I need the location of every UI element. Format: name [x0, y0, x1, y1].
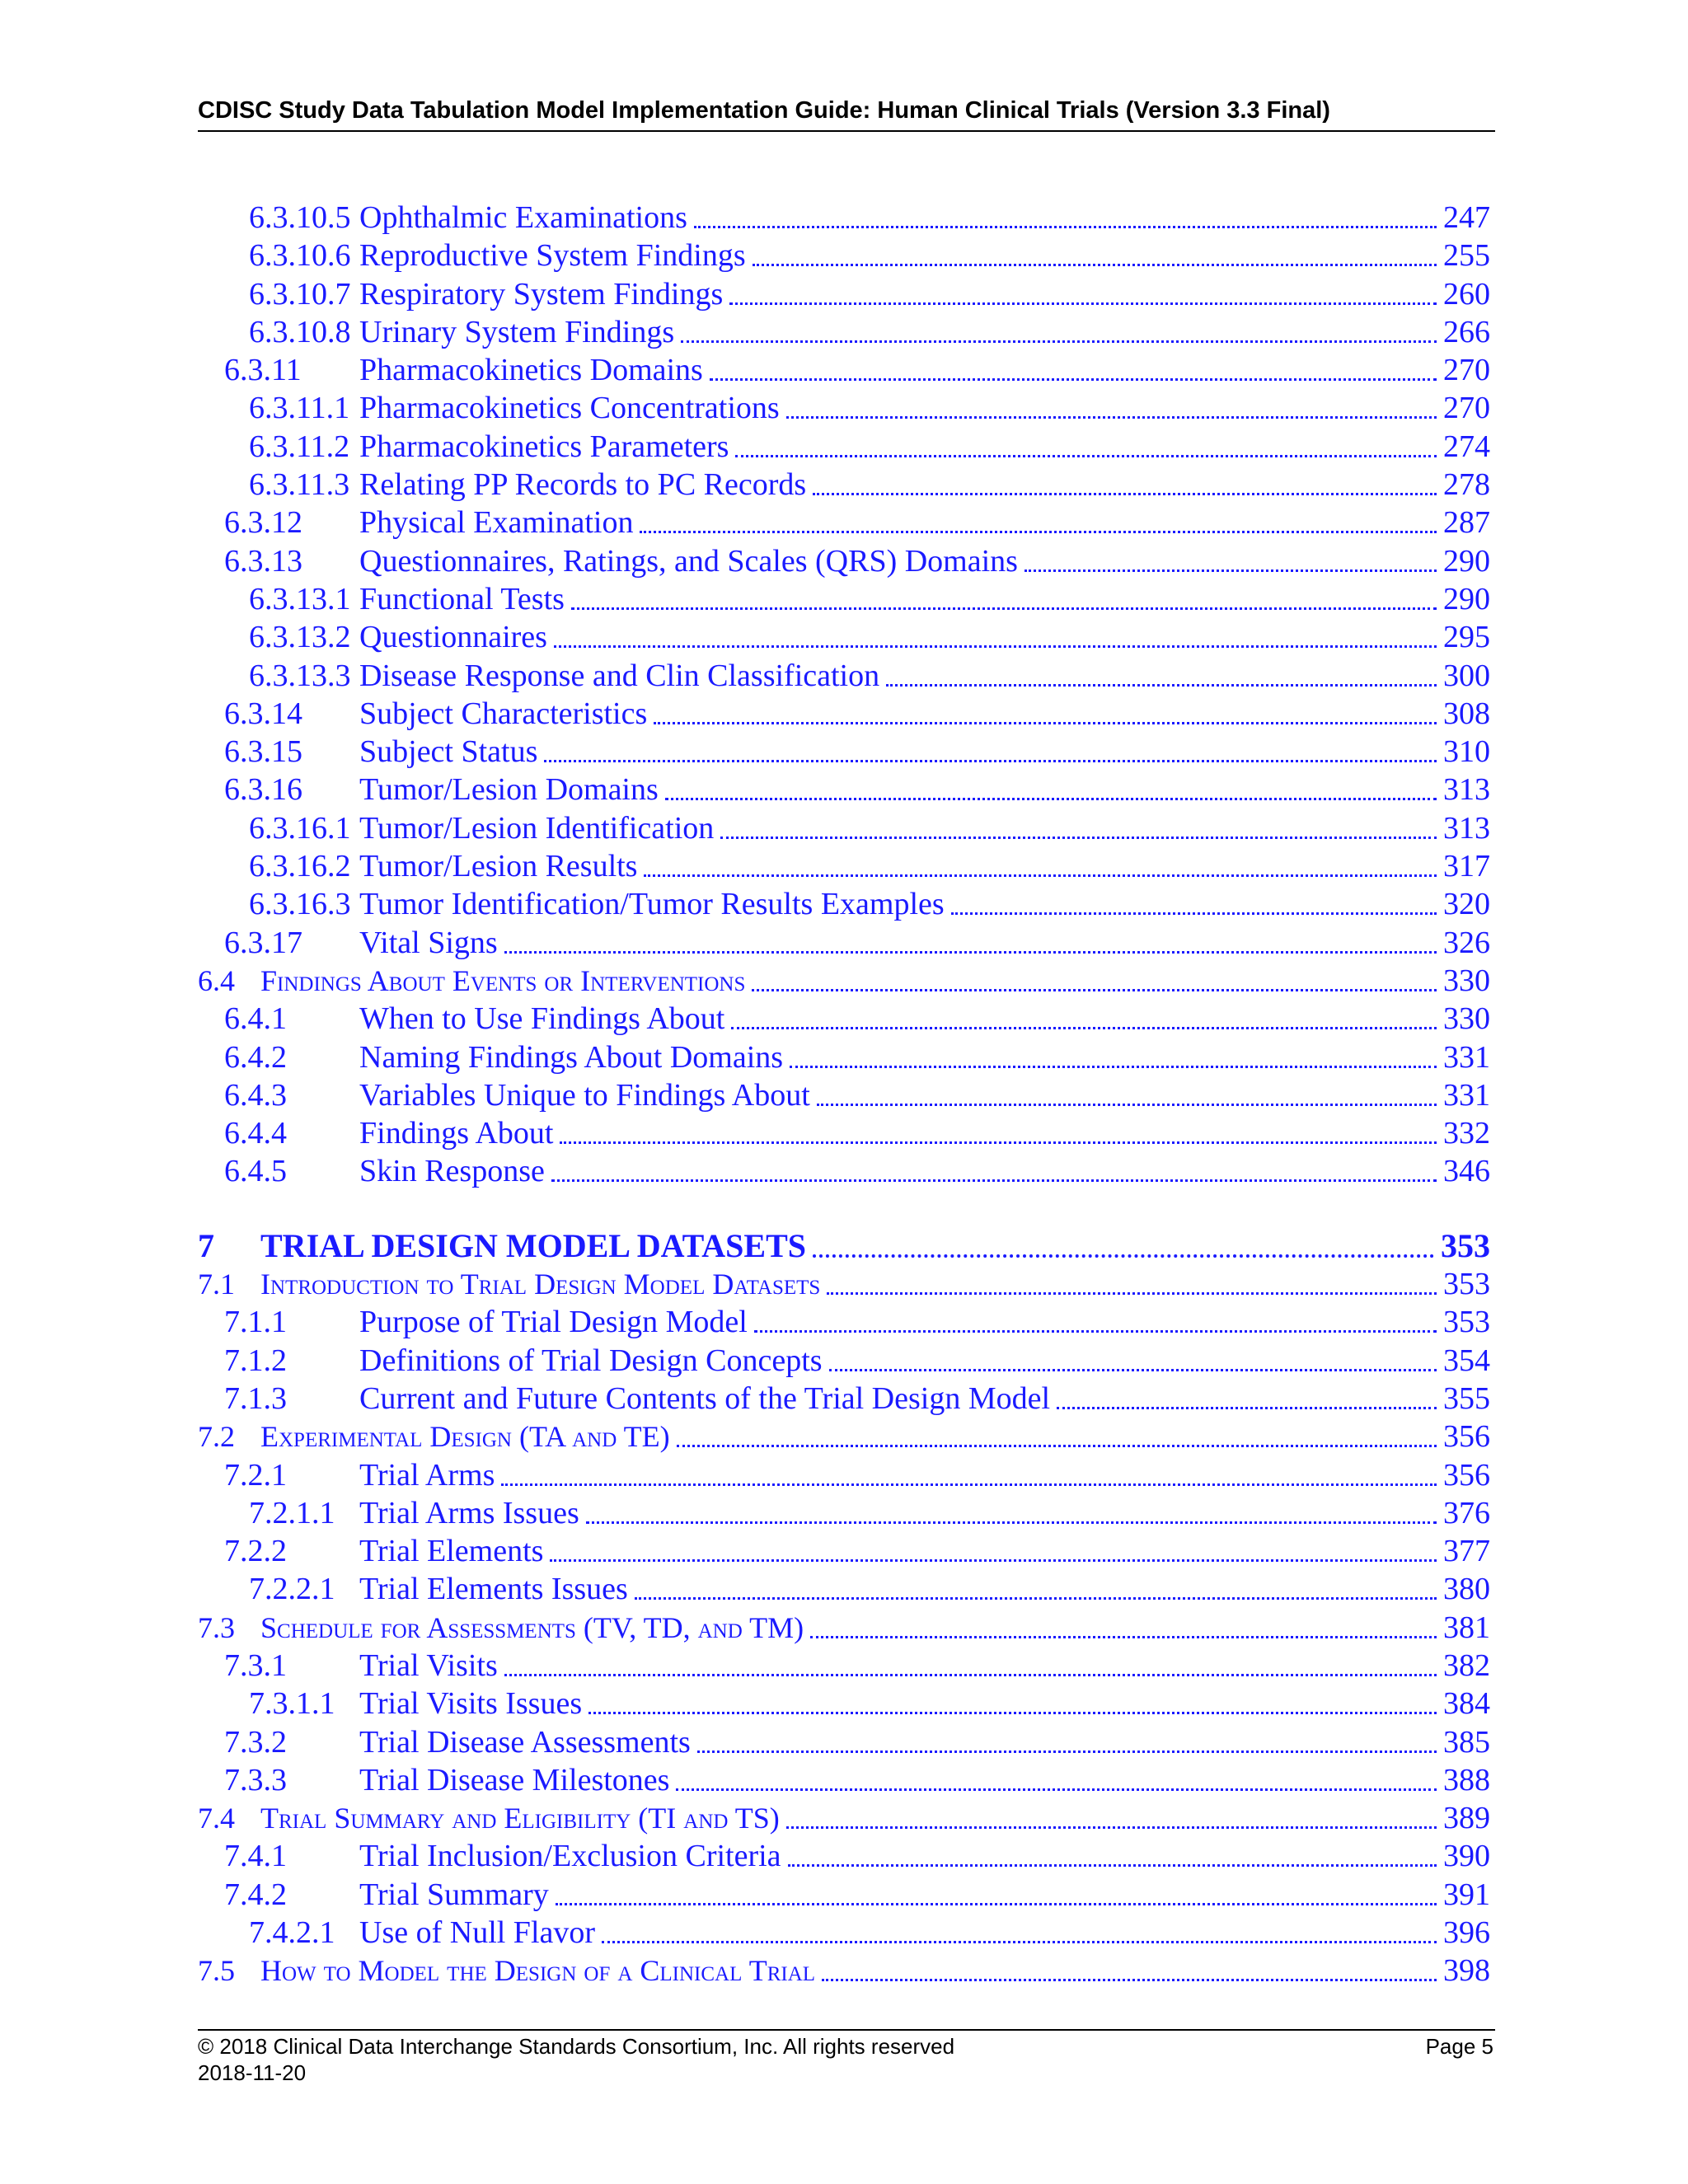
toc-entry-page: 388	[1443, 1762, 1490, 1797]
toc-entry-title: Vital Signs	[359, 925, 498, 960]
toc-dot-leader	[602, 1941, 1437, 1943]
toc-dot-leader	[754, 1330, 1437, 1333]
toc-entry[interactable]	[198, 1265, 1490, 1303]
toc-entry[interactable]	[198, 1723, 1490, 1761]
toc-entry-title: Pharmacokinetics Parameters	[359, 429, 729, 464]
toc-dot-leader	[501, 1483, 1437, 1486]
toc-entry-page: 308	[1443, 696, 1490, 731]
toc-entry-page: 331	[1443, 1077, 1490, 1113]
toc-entry-page: 382	[1443, 1647, 1490, 1683]
toc-entry[interactable]	[198, 809, 1490, 847]
toc-entry-number: 6.4	[198, 963, 235, 997]
toc-dot-leader	[786, 416, 1437, 419]
toc-entry[interactable]	[198, 1647, 1490, 1685]
toc-entry[interactable]	[198, 924, 1490, 962]
toc-entry-title: Trial Summary and Eligibility (TI and TS)	[260, 1802, 780, 1835]
toc-entry-number: 7.2.1.1	[249, 1495, 335, 1530]
toc-entry-page: 287	[1443, 505, 1490, 541]
toc-entry-title: Findings About	[359, 1116, 554, 1151]
toc-entry[interactable]	[198, 657, 1490, 695]
toc-entry-title: Definitions of Trial Design Concepts	[359, 1343, 823, 1378]
toc-entry-title: Skin Response	[359, 1154, 545, 1189]
toc-dot-leader	[752, 989, 1437, 991]
toc-entry-number: 6.3.10.8	[249, 314, 351, 349]
toc-entry-title: Trial Summary	[359, 1877, 549, 1912]
toc-entry-number: 7.4	[198, 1802, 235, 1835]
toc-entry[interactable]	[198, 313, 1490, 351]
toc-entry-title: Trial Arms	[359, 1457, 495, 1493]
toc-dot-leader	[710, 378, 1437, 381]
toc-entry-title: Disease Response and Clin Classification	[359, 658, 880, 693]
toc-entry[interactable]	[198, 1494, 1490, 1532]
toc-entry-page: 391	[1443, 1877, 1490, 1912]
toc-entry-title: Relating PP Records to PC Records	[359, 467, 807, 503]
toc-entry[interactable]	[198, 1609, 1490, 1647]
toc-dot-leader	[886, 684, 1437, 687]
toc-entry-title: Tumor/Lesion Identification	[359, 810, 715, 846]
running-header: CDISC Study Data Tabulation Model Implementation Guide: Human Clinical Trials (Version 3.3 Final)	[198, 97, 1330, 124]
toc-entry[interactable]	[198, 1799, 1490, 1837]
toc-entry[interactable]	[198, 1761, 1490, 1799]
toc-entry-page: 313	[1443, 772, 1490, 808]
toc-entry[interactable]	[198, 1685, 1490, 1722]
toc-entry-title: Tumor/Lesion Results	[359, 849, 638, 884]
toc-entry-page: 376	[1443, 1495, 1490, 1530]
toc-entry-page: 380	[1443, 1572, 1490, 1607]
toc-entry-number: 7.4.1	[224, 1839, 287, 1874]
toc-entry[interactable]	[198, 351, 1490, 389]
toc-entry-number: 6.3.11	[224, 353, 302, 388]
toc-entry-title: Subject Characteristics	[359, 696, 648, 731]
toc-entry-number: 7.1	[198, 1268, 235, 1301]
footer-divider	[198, 2029, 1495, 2031]
toc-entry-title: Tumor Identification/Tumor Results Examples	[359, 887, 945, 922]
toc-entry-number: 6.4.2	[224, 1039, 287, 1075]
toc-entry-page: 356	[1443, 1457, 1490, 1493]
toc-entry-page: 290	[1443, 543, 1490, 579]
toc-entry[interactable]	[198, 1570, 1490, 1608]
toc-dot-leader	[571, 607, 1437, 610]
toc-entry[interactable]	[198, 504, 1490, 541]
toc-dot-leader	[676, 1788, 1437, 1791]
toc-dot-leader	[813, 493, 1437, 495]
toc-entry[interactable]	[198, 1114, 1490, 1152]
toc-dot-leader	[654, 722, 1437, 724]
toc-entry-page: 278	[1443, 467, 1490, 503]
toc-entry[interactable]	[198, 1380, 1490, 1418]
toc-dot-leader	[560, 1141, 1437, 1144]
toc-entry-title: Purpose of Trial Design Model	[359, 1305, 748, 1340]
toc-entry-number: 6.3.11.3	[249, 467, 350, 503]
toc-entry-number: 7.1.2	[224, 1343, 287, 1378]
toc-entry-title: Pharmacokinetics Domains	[359, 353, 703, 388]
toc-dot-leader	[586, 1521, 1437, 1524]
toc-dot-leader	[720, 837, 1437, 839]
toc-entry[interactable]	[198, 428, 1490, 466]
toc-dot-leader	[813, 1254, 1434, 1258]
toc-entry-title: Experimental Design (TA and TE)	[260, 1420, 670, 1454]
toc-entry[interactable]	[198, 275, 1490, 313]
toc-entry[interactable]	[198, 771, 1490, 808]
toc-entry-number: 7.3.3	[224, 1762, 287, 1797]
toc-entry-page: 260	[1443, 276, 1490, 312]
toc-dot-leader	[504, 1674, 1437, 1676]
toc-entry-number: 7.3.1.1	[249, 1686, 335, 1722]
toc-entry-page: 381	[1443, 1610, 1490, 1645]
toc-entry-page: 396	[1443, 1915, 1490, 1951]
toc-entry-number: 7.2.1	[224, 1457, 287, 1493]
toc-entry-title: When to Use Findings About	[359, 1001, 725, 1037]
toc-entry[interactable]	[198, 695, 1490, 733]
footer-copyright: © 2018 Clinical Data Interchange Standards Consortium, Inc. All rights reserved	[198, 2034, 955, 2059]
footer-page-number: Page 5	[1425, 2034, 1493, 2059]
toc-entry-page: 384	[1443, 1686, 1490, 1722]
toc-entry-number: 7.3.1	[224, 1647, 287, 1683]
toc-entry[interactable]	[198, 1076, 1490, 1114]
toc-dot-leader	[735, 455, 1437, 457]
toc-entry-page: 330	[1443, 1001, 1490, 1037]
toc-entry-page: 310	[1443, 734, 1490, 770]
toc-entry[interactable]	[198, 885, 1490, 923]
toc-dot-leader	[635, 1597, 1437, 1600]
toc-entry[interactable]	[198, 580, 1490, 618]
toc-entry[interactable]	[198, 1876, 1490, 1914]
toc-entry-number: 6.3.10.6	[249, 238, 351, 274]
toc-entry[interactable]	[198, 1952, 1490, 1990]
toc-dot-leader	[822, 1979, 1437, 1981]
toc-entry-page: 331	[1443, 1039, 1490, 1075]
toc-entry[interactable]	[198, 1227, 1490, 1265]
toc-entry[interactable]	[198, 1837, 1490, 1875]
toc-entry-title: Physical Examination	[359, 505, 634, 541]
toc-entry-number: 6.3.13	[224, 543, 302, 579]
toc-dot-leader	[556, 1903, 1437, 1905]
toc-entry-title: Trial Disease Assessments	[359, 1724, 691, 1760]
toc-entry-number: 6.3.13.3	[249, 658, 351, 693]
toc-entry-page: 355	[1443, 1380, 1490, 1416]
toc-entry-title: Respiratory System Findings	[359, 276, 724, 312]
toc-entry[interactable]	[198, 1303, 1490, 1341]
toc-entry-title: Subject Status	[359, 734, 538, 770]
toc-entry-title: Trial Visits Issues	[359, 1686, 583, 1722]
toc-entry-number: 6.3.10.5	[249, 200, 351, 235]
toc-entry-title: Trial Inclusion/Exclusion Criteria	[359, 1839, 781, 1874]
toc-entry-title: Trial Visits	[359, 1647, 498, 1683]
toc-entry-number: 7.4.2	[224, 1877, 287, 1912]
toc-entry-page: 332	[1443, 1116, 1490, 1151]
toc-entry-page: 354	[1443, 1343, 1490, 1378]
toc-entry[interactable]	[198, 733, 1490, 771]
toc-dot-leader	[550, 1559, 1437, 1562]
toc-entry-number: 6.3.16.1	[249, 810, 351, 846]
toc-entry-title: Reproductive System Findings	[359, 238, 746, 274]
toc-entry-page: 326	[1443, 925, 1490, 960]
toc-dot-leader	[731, 1027, 1437, 1029]
toc-entry-number: 7.3.2	[224, 1724, 287, 1760]
toc-entry-page: 295	[1443, 620, 1490, 655]
toc-entry-page: 266	[1443, 314, 1490, 349]
toc-dot-leader	[640, 531, 1437, 533]
toc-entry-title: Trial Elements	[359, 1534, 544, 1569]
toc-dot-leader	[551, 1179, 1437, 1182]
toc-entry-title: Trial Elements Issues	[359, 1572, 628, 1607]
footer-date: 2018-11-20	[198, 2060, 307, 2085]
toc-entry-page: 330	[1443, 963, 1490, 998]
toc-entry-title: Trial Disease Milestones	[359, 1762, 670, 1797]
header-divider	[198, 130, 1495, 132]
toc-entry[interactable]	[198, 1456, 1490, 1494]
toc-entry-number: 7.1.1	[224, 1305, 287, 1340]
toc-entry[interactable]	[198, 618, 1490, 656]
toc-dot-leader	[665, 798, 1437, 800]
toc-entry-number: 7.1.3	[224, 1380, 287, 1416]
toc-entry-page: 313	[1443, 810, 1490, 846]
toc-entry-title: TRIAL DESIGN MODEL DATASETS	[260, 1226, 807, 1264]
toc-entry-number: 6.3.16.2	[249, 849, 351, 884]
toc-entry-title: How to Model the Design of a Clinical Trial	[260, 1954, 816, 1988]
toc-dot-leader	[694, 226, 1437, 228]
toc-entry-number: 6.3.11.2	[249, 429, 350, 464]
toc-entry-number: 7.2.2.1	[249, 1572, 335, 1607]
toc-entry-number: 6.4.3	[224, 1077, 287, 1113]
toc-entry-number: 7.2	[198, 1420, 235, 1454]
toc-entry[interactable]	[198, 542, 1490, 580]
toc-dot-leader	[544, 760, 1437, 762]
toc-entry-title: Ophthalmic Examinations	[359, 200, 687, 235]
toc-dot-leader	[554, 645, 1437, 648]
toc-entry-title: Findings About Events or Interventions	[260, 963, 746, 997]
toc-dot-leader	[788, 1864, 1437, 1867]
toc-dot-leader	[1025, 569, 1437, 572]
toc-entry-number: 6.3.13.1	[249, 581, 351, 616]
toc-entry-number: 6.4.4	[224, 1116, 287, 1151]
toc-entry-number: 6.3.16.3	[249, 887, 351, 922]
toc-dot-leader	[827, 1292, 1437, 1295]
toc-entry-title: Tumor/Lesion Domains	[359, 772, 659, 808]
toc-entry-title: Introduction to Trial Design Model Datasets	[260, 1268, 821, 1301]
toc-entry-number: 6.3.16	[224, 772, 302, 808]
toc-entry-page: 398	[1443, 1953, 1490, 1989]
toc-entry-number: 6.3.14	[224, 696, 302, 731]
table-of-contents	[198, 199, 1490, 1990]
toc-entry-title: Questionnaires	[359, 620, 547, 655]
toc-entry-number: 7.2.2	[224, 1534, 287, 1569]
toc-entry-page: 353	[1441, 1226, 1490, 1264]
toc-entry-page: 270	[1443, 353, 1490, 388]
toc-entry-title: Questionnaires, Ratings, and Scales (QRS) Domains	[359, 543, 1018, 579]
toc-entry-title: Variables Unique to Findings About	[359, 1077, 810, 1113]
toc-entry-title: Trial Arms Issues	[359, 1495, 579, 1530]
toc-entry-page: 274	[1443, 429, 1490, 464]
toc-entry[interactable]	[198, 1038, 1490, 1076]
toc-entry-number: 7.5	[198, 1954, 235, 1988]
toc-entry[interactable]	[198, 1000, 1490, 1038]
toc-entry-page: 377	[1443, 1534, 1490, 1569]
toc-entry-number: 6.3.13.2	[249, 620, 351, 655]
toc-entry-page: 353	[1443, 1305, 1490, 1340]
toc-entry-page: 390	[1443, 1839, 1490, 1874]
toc-entry[interactable]	[198, 1418, 1490, 1455]
toc-entry-page: 385	[1443, 1724, 1490, 1760]
toc-dot-leader	[588, 1712, 1437, 1714]
toc-entry-number: 7	[198, 1226, 214, 1264]
toc-entry-number: 6.3.10.7	[249, 276, 351, 312]
toc-dot-leader	[729, 302, 1437, 305]
toc-entry-page: 317	[1443, 849, 1490, 884]
toc-entry-title: Pharmacokinetics Concentrations	[359, 391, 780, 426]
toc-entry-number: 6.3.11.1	[249, 391, 350, 426]
toc-entry-page: 270	[1443, 391, 1490, 426]
toc-entry[interactable]	[198, 237, 1490, 274]
toc-entry-page: 290	[1443, 581, 1490, 616]
toc-entry-title: Use of Null Flavor	[359, 1915, 596, 1951]
toc-entry[interactable]	[198, 1532, 1490, 1570]
toc-entry-title: Naming Findings About Domains	[359, 1039, 784, 1075]
toc-entry-number: 7.4.2.1	[249, 1915, 335, 1951]
toc-dot-leader	[753, 264, 1437, 266]
toc-dot-leader	[951, 912, 1437, 915]
toc-entry-title: Current and Future Contents of the Trial Design Model	[359, 1380, 1051, 1416]
toc-dot-leader	[504, 951, 1437, 954]
toc-entry-number: 6.3.12	[224, 505, 302, 541]
toc-entry-number: 7.3	[198, 1610, 235, 1644]
toc-entry[interactable]	[198, 199, 1490, 237]
toc-entry-title: Functional Tests	[359, 581, 565, 616]
toc-entry-title: Schedule for Assessments (TV, TD, and TM)	[260, 1610, 804, 1644]
toc-dot-leader	[1057, 1407, 1437, 1409]
toc-entry-page: 389	[1443, 1801, 1490, 1836]
toc-dot-leader	[786, 1826, 1437, 1829]
toc-entry-page: 300	[1443, 658, 1490, 693]
toc-entry-title: Urinary System Findings	[359, 314, 675, 349]
toc-dot-leader	[644, 874, 1437, 877]
toc-dot-leader	[810, 1636, 1437, 1638]
toc-entry[interactable]	[198, 1342, 1490, 1380]
toc-entry-page: 346	[1443, 1154, 1490, 1189]
toc-entry-number: 6.3.15	[224, 734, 302, 770]
toc-dot-leader	[697, 1750, 1437, 1753]
toc-entry[interactable]	[198, 1914, 1490, 1952]
toc-entry-page: 353	[1443, 1267, 1490, 1302]
toc-entry-number: 6.3.17	[224, 925, 302, 960]
toc-entry[interactable]	[198, 389, 1490, 427]
toc-dot-leader	[817, 1104, 1437, 1106]
toc-dot-leader	[677, 1445, 1437, 1447]
toc-entry-page: 255	[1443, 238, 1490, 274]
toc-entry[interactable]	[198, 962, 1490, 1000]
toc-dot-leader	[829, 1369, 1437, 1371]
toc-entry[interactable]	[198, 1152, 1490, 1190]
toc-entry-number: 6.4.5	[224, 1154, 287, 1189]
toc-entry-page: 247	[1443, 200, 1490, 235]
toc-dot-leader	[790, 1066, 1437, 1068]
toc-entry[interactable]	[198, 847, 1490, 885]
toc-dot-leader	[681, 340, 1437, 343]
toc-entry-number: 6.4.1	[224, 1001, 287, 1037]
toc-entry-page: 356	[1443, 1419, 1490, 1455]
toc-entry-page: 320	[1443, 887, 1490, 922]
toc-entry[interactable]	[198, 466, 1490, 504]
